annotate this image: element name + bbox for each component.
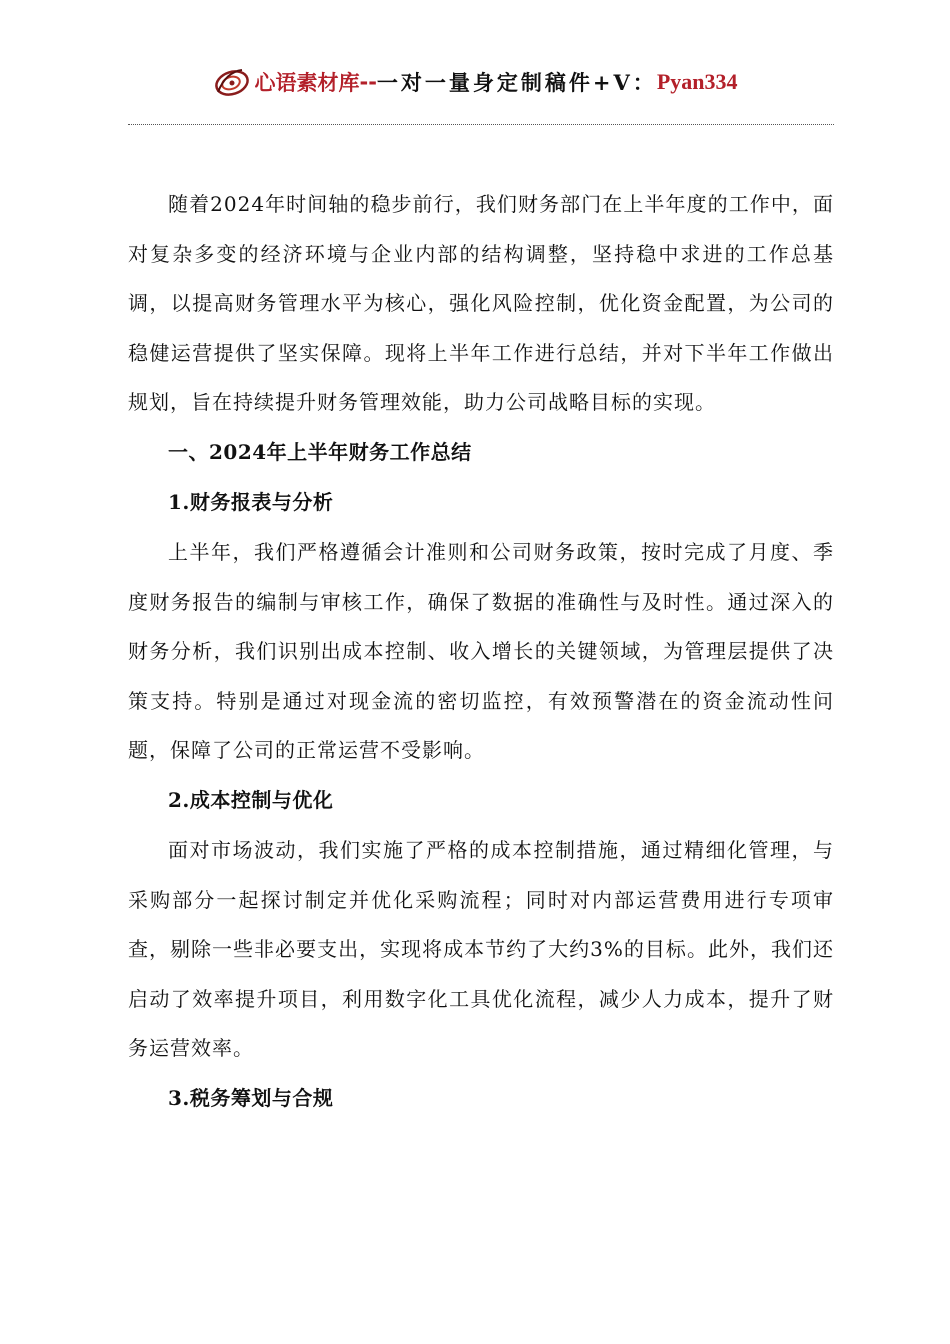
subheading-3: 3.税务筹划与合规 bbox=[168, 1086, 334, 1110]
page-header bbox=[0, 60, 950, 104]
header-divider bbox=[128, 124, 834, 125]
paragraph-1: 上半年，我们严格遵循会计准则和公司财务政策，按时完成了月度、季度财务报告的编制与审核工作，确保了数据的准确性与及时性。通过深入的财务分析，我们识别出成本控制、收入增长的关键领域，为管理层提供了决策支持。特别是通过对现金流的密切监控，有效预警潜在的资金流动性问题，保障了公司的正常运营不受影响。 bbox=[128, 540, 834, 762]
document-body bbox=[128, 180, 834, 1124]
subheading-1: 1.财务报表与分析 bbox=[168, 490, 334, 514]
paragraph-2: 面对市场波动，我们实施了严格的成本控制措施，通过精细化管理，与采购部分一起探讨制定并优化采购流程；同时对内部运营费用进行专项审查，剔除一些非必要支出，实现将成本节约了大约3%的目标。此外，我们还启动了效率提升项目，利用数字化工具优化流程，减少人力成本，提升了财务运营效率。 bbox=[128, 838, 834, 1060]
header-separator: -- bbox=[359, 70, 377, 94]
section-heading-1: 一、2024年上半年财务工作总结 bbox=[168, 440, 472, 464]
subheading-2: 2.成本控制与优化 bbox=[168, 788, 334, 812]
header-contact: Pyan334 bbox=[656, 69, 738, 94]
intro-paragraph: 随着2024年时间轴的稳步前行，我们财务部门在上半年度的工作中，面对复杂多变的经济环境与企业内部的结构调整，坚持稳中求进的工作总基调，以提高财务管理水平为核心，强化风险控制，优化资金配置，为公司的稳健运营提供了坚实保障。现将上半年工作进行总结，并对下半年工作做出规划，旨在持续提升财务管理效能，助力公司战略目标的实现。 bbox=[128, 192, 834, 414]
header-slogan: 一对一量身定制稿件+V： bbox=[376, 70, 657, 95]
brand-name: 心语素材库 bbox=[254, 70, 360, 95]
swirl-logo-icon bbox=[212, 62, 252, 102]
